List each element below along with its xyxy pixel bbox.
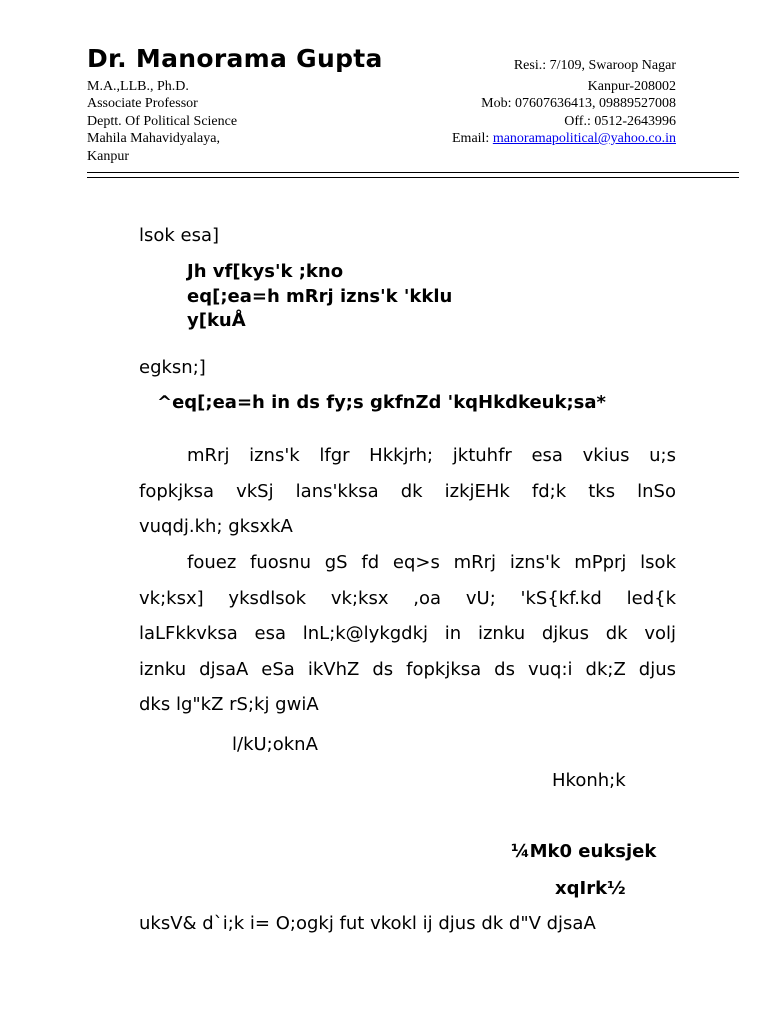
closing-thanks: l/kU;oknA [232, 734, 318, 755]
paragraph-two-line: vk;ksx] yksdlsok vk;ksx ,oa vU; 'kS{kf.kd led{k [139, 587, 676, 609]
paragraph-one [139, 438, 676, 545]
designation-line: Associate Professor [87, 96, 198, 111]
letterhead-name: Dr. Manorama Gupta [87, 44, 383, 73]
mobile-numbers: Mob: 07607636413, 09889527008 [481, 96, 676, 111]
residence-city: Kanpur-208002 [587, 79, 676, 94]
paragraph-two-line: dks lg"kZ rS;kj gwiA [139, 694, 319, 715]
college-line: Mahila Mahavidyalaya, [87, 131, 220, 146]
salutation-to: lsok esa] [139, 225, 220, 246]
footer-note: uksV& d`i;k i= O;ogkj fut vkokl ij djus dk d"V djsaA [139, 913, 596, 934]
paragraph-one-line: vuqdj.kh; gksxkA [139, 516, 293, 537]
department-line: Deptt. Of Political Science [87, 114, 238, 129]
email-link[interactable]: manoramapolitical@yahoo.co.in [492, 131, 676, 146]
office-phone: Off.: 0512-2643996 [564, 114, 676, 129]
email-label: Email: [452, 131, 493, 146]
paragraph-two-line: laLFkkvksa esa lnL;k@lykgdkj in iznku djkus dk volj [139, 623, 676, 644]
recipient-name: Jh vf[kys'k ;kno [187, 261, 344, 282]
signer-name: ¼Mk0 euksjek [511, 841, 657, 862]
letterhead-divider [87, 172, 739, 178]
paragraph-two [139, 545, 676, 723]
paragraph-one-line: fopkjksa vkSj lans'kksa dk izkjEHk fd;k tks lnSo [139, 480, 676, 502]
signer-surname: xqIrk½ [555, 878, 626, 899]
email-line [452, 131, 676, 147]
paragraph-two-line: fouez fuosnu gS fd eq>s mRrj izns'k mPprj lsok [187, 552, 676, 573]
paragraph-one-line: mRrj izns'k lfgr Hkkjrh; jktuhfr esa vkius u;s [187, 445, 676, 466]
subject-label: egksn;] [139, 357, 206, 378]
city-line: Kanpur [87, 149, 129, 164]
qualification-line: M.A.,LLB., Ph.D. [87, 79, 189, 94]
subject-line: ^eq[;ea=h in ds fy;s gkfnZd 'kqHkdkeuk;sa* [157, 392, 606, 413]
recipient-city: y[kuÅ [187, 310, 246, 331]
paragraph-two-line: iznku djsaA eSa ikVhZ ds fopkjksa ds vuq:i dk;Z djus [139, 658, 676, 680]
sign-off: Hkonh;k [552, 770, 626, 791]
recipient-title: eq[;ea=h mRrj izns'k 'kklu [187, 286, 453, 307]
residence-address: Resi.: 7/109, Swaroop Nagar [513, 58, 676, 73]
